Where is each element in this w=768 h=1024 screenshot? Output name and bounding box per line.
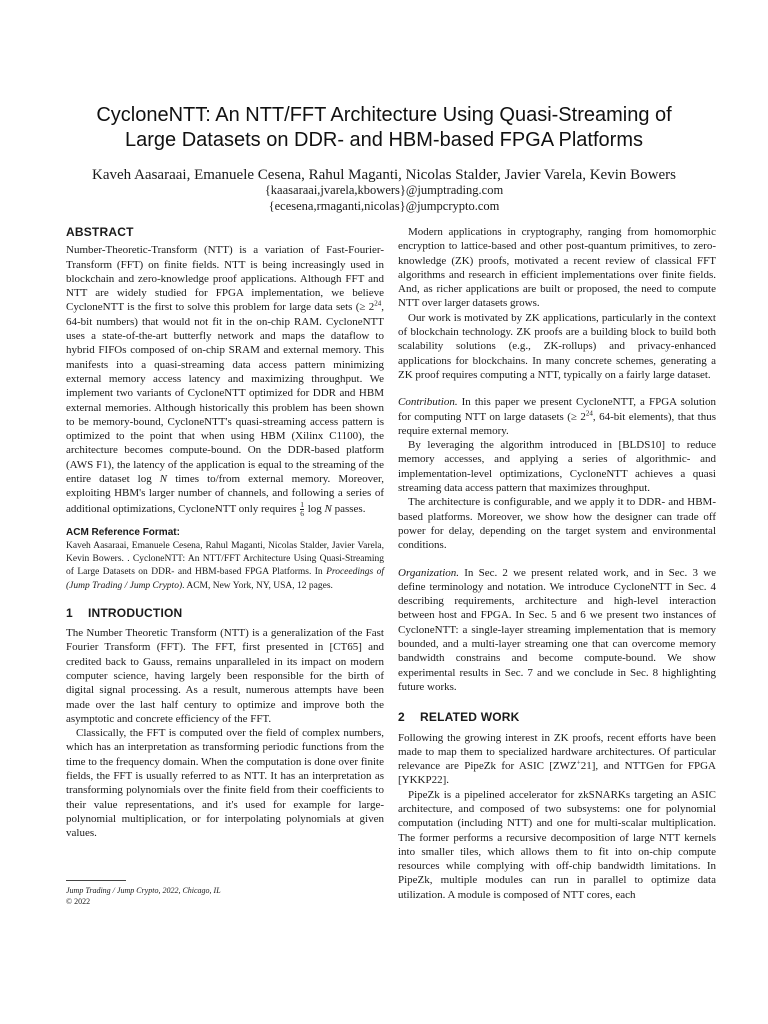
left-column xyxy=(66,225,384,841)
author-email-jumptrading: {kaasaraai,jvarela,kbowers}@jumptrading.com xyxy=(264,183,504,197)
right-column xyxy=(398,225,716,902)
title-line-1: CycloneNTT: An NTT/FFT Architecture Using Quasi-Streaming of xyxy=(96,104,672,126)
intro-paragraph-1: The Number Theoretic Transform (NTT) is a generalization of the Fast Fourier Transform (FFT). The FFT, first presented in [CT65] and credited back to Gauss, remains unparalleled in its impact on modern computer science, having largely been responsible for the birth of digital signal processing. As a result, numerous attempts have been made over the last half century to optimize and improve both the asymptotic and concrete efficiency of the FFT. xyxy=(66,627,384,725)
intro-paragraph-6: The architecture is configurable, and we apply it to DDR- and HBM-based platforms. Moreover, we show how the designer can trade off power for delay, depending on the target system and environmental conditions. xyxy=(398,496,716,552)
footnote-rule xyxy=(66,880,126,881)
abstract-text: Number-Theoretic-Transform (NTT) is a variation of Fast-Fourier-Transform (FFT) on finite fields. NTT is being increasingly used in blockchain and zero-knowledge proof applications. Although FFT and NTT are widely studied for FPGA implementation, we believe CycloneNTT is the first to solve this problem for large data sets (≥ $2^{24}$, 64-bit numbers) that would not fit in the on-chip RAM. CycloneNTT uses a state-of-the-art butterfly network and maps the dataflow to hybrid FIFOs composed of on-chip SRAM and external memory. This manifests into a quasi-streaming data access pattern minimizing external memory access latency and maximizing throughput. We implement two variants of CycloneNTT optimized for DDR and HBM external memories. Although historically this problem has been shown to be memory-bound, CycloneNTT's quasi-streaming access pattern is optimized to the point that when using HBM (Xilinx C1100), the architecture becomes compute-bound. On the DDR-based platform (AWS F1), the latency of the application is equal to the streaming of the entire dataset log N times to/from external memory. Moreover, exploiting HBM's larger number of channels, and following a series of additional optimizations, CycloneNTT only requires $\frac{1}{6}$ log N passes. xyxy=(66,244,385,518)
intro-paragraph-4: Our work is motivated by ZK applications, particularly in the context of blockchain technology. ZK proofs are a building block to build both scalability solutions (e.g., ZK-rollups) and privacy-enhanced applications for blockchains. In many concrete schemes, generating a ZK proof requires computing a NTT, typically on a fairly large dataset. xyxy=(398,311,716,381)
acm-reference-text: Kaveh Aasaraai, Emanuele Cesena, Rahul Maganti, Nicolas Stalder, Javier Varela, Kevin Bowers. . CycloneNTT: An NTT/FFT Architecture Using Quasi-Streaming of Large Datasets on DDR- and HBM-based FPGA Platforms. In Proceedings of (Jump Trading / Jump Crypto). ACM, New York, NY, USA, 12 pages. xyxy=(66,540,384,591)
contribution-paragraph: Contribution. In this paper we present CycloneNTT, a FPGA solution for computing NTT on large datasets (≥ $2^{24}$, 64-bit elements), that thus require external memory. xyxy=(398,396,716,437)
organization-paragraph: Organization. In Sec. 2 we present related work, and in Sec. 3 we define terminology and notation. We introduce CycloneNTT in Sec. 4 describing requirements, architecture and high-level interaction between host and FPGA. In Sec. 5 and 6 we present two instances of CycloneNTT: a single-layer streaming implementation that is memory bounded, and a multi-layer streaming one that can overcome memory bandwidth constrains and become compute-bound. We show experimental results in Sec. 7 and we conclude in Sec. 8 highlighting future works. xyxy=(398,566,716,693)
title-line-2: Large Datasets on DDR- and HBM-based FPGA Platforms xyxy=(125,129,643,151)
author-email-jumpcrypto: {ecesena,rmaganti,nicolas}@jumpcrypto.com xyxy=(268,199,500,213)
intro-paragraph-5: By leveraging the algorithm introduced in [BLDS10] to reduce memory accesses, and applying a series of algorithmic- and implementation-level optimizations, CycloneNTT achieves a quasi streaming data access pattern that maximizes throughput. xyxy=(398,439,716,495)
related-paragraph-2: PipeZk is a pipelined accelerator for zkSNARKs targeting an ASIC architecture, and composed of two subsystems: one for polynomial computation (including NTT) and one for multi-scalar multiplication. The former performs a recursive decomposition of large NTT kernels into smaller tiles, which allows them to fit into on-chip compute resources while complying with off-chip bandwidth limitations. In PipeZk, multiple modules can run in parallel to optimize data utilization. A module is composed of NTT cores, each xyxy=(398,788,716,901)
section-heading-introduction: 1 INTRODUCTION xyxy=(66,605,183,620)
acm-reference-heading: ACM Reference Format: xyxy=(66,526,180,538)
abstract-heading: ABSTRACT xyxy=(66,225,134,239)
venue-line: Jump Trading / Jump Crypto, 2022, Chicago, IL xyxy=(66,886,221,895)
paper-title xyxy=(40,103,728,153)
section-heading-related-work: 2 RELATED WORK xyxy=(398,710,520,725)
copyright-line: © 2022 xyxy=(66,897,91,906)
intro-paragraph-3: Modern applications in cryptography, ranging from homomorphic encryption to lattice-based and other post-quantum primitives, to zero-knowledge (ZK) proofs, motivated a recent review of classical FFT algorithms and research in efficient implementations over finite fields. And, as richer applications are built or proposed, the need to compute NTT over larger datasets grows. xyxy=(398,226,716,310)
related-paragraph-1: Following the growing interest in ZK proofs, recent efforts have been made to map them to specialized hardware architectures. Of particular relevance are PipeZk for ASIC [ZWZ+21], and NTTGen for FPGA [YKKP22]. xyxy=(398,731,716,787)
intro-paragraph-2: Classically, the FFT is computed over the field of complex numbers, which has an interpretation as transforming periodic functions from the time to the frequency domain. When the computation is done over finite fields, the FFT is usually referred to as NTT. It has an interpretation as transforming polynomials over the finite field from their coefficients to their value representations, and it's used for example for large-polynomial multiplication, or for interpolating polynomials at given values. xyxy=(66,727,384,840)
author-list: Kaveh Aasaraai, Emanuele Cesena, Rahul Maganti, Nicolas Stalder, Javier Varela, Kevin Bowers xyxy=(92,167,676,183)
footnote xyxy=(66,880,384,907)
fraction: $\frac{1}{6}$ xyxy=(300,499,304,518)
